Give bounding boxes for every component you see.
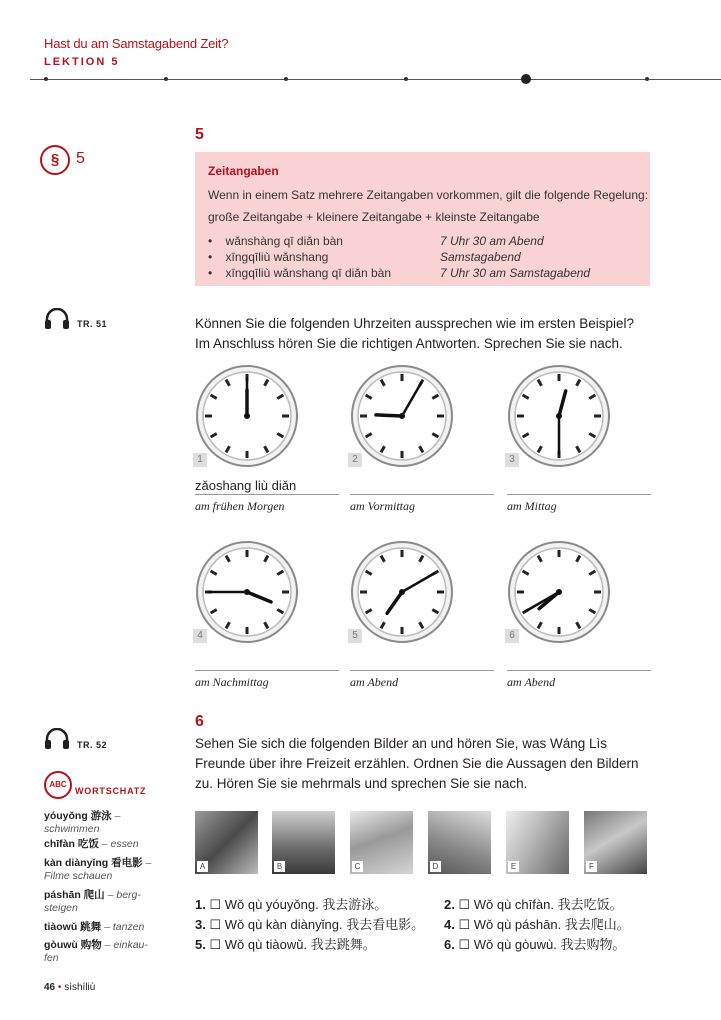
chapter-title: Hast du am Samstagabend Zeit?	[44, 36, 229, 51]
exercise-instruction: Können Sie die folgenden Uhrzeiten aussprechen wie im ersten Beispiel? Im Anschluss hören Sie die richtigen Antworten. Sprechen Sie sie nach.	[195, 316, 635, 351]
page-number: 46	[44, 982, 56, 993]
list-item: 3. ☐ Wǒ qù kàn diànyǐng. 我去看电影。	[195, 917, 425, 932]
lesson-label: LEKTION 5	[44, 56, 120, 68]
section-number: 5	[195, 126, 204, 143]
clock-face	[195, 540, 299, 644]
clock-number: 2	[348, 453, 362, 467]
page-footer: 46 • sìshíliù	[44, 982, 96, 993]
vocab-entry: yóuyǒng 游泳 – schwimmen	[44, 810, 121, 835]
vocab-entry: gòuwù 购物 – einkau- fen	[44, 939, 148, 964]
abc-icon: ABC	[44, 771, 72, 799]
clock-number: 3	[505, 453, 519, 467]
clock-number: 5	[348, 629, 362, 643]
checkbox[interactable]: ☐	[458, 937, 471, 952]
section-number: 6	[195, 713, 204, 730]
clock-number: 4	[193, 629, 207, 643]
timeline-rule	[30, 79, 721, 80]
timeline-current-dot	[521, 74, 531, 84]
clock-caption: am Abend	[350, 675, 399, 689]
headphones-icon[interactable]	[44, 728, 70, 750]
list-item: 5. ☐ Wǒ qù tiàowǔ. 我去跳舞。	[195, 937, 376, 952]
checkbox[interactable]: ☐	[458, 917, 471, 932]
headphones-icon[interactable]	[44, 308, 70, 330]
photo-hiking: B	[272, 811, 335, 874]
example-de: 7 Uhr 30 am Samstagabend	[440, 266, 591, 280]
timeline-dot	[164, 77, 168, 81]
checkbox[interactable]: ☐	[209, 937, 222, 952]
photo-eating: D	[428, 811, 491, 874]
vocab-entry: chīfàn 吃饭 – essen	[44, 838, 139, 850]
clock-caption: am frühen Morgen	[195, 499, 285, 513]
clock-caption: am Nachmittag	[195, 675, 269, 689]
clock-face	[195, 364, 299, 468]
clock-face	[350, 364, 454, 468]
timeline-dot	[404, 77, 408, 81]
answer-line[interactable]	[507, 670, 651, 671]
timeline-dot	[645, 77, 649, 81]
timeline-dot	[44, 77, 48, 81]
checkbox[interactable]: ☐	[458, 897, 471, 912]
clock-face	[507, 540, 611, 644]
grammar-infobox	[195, 152, 650, 286]
wortschatz-title: WORTSCHATZ	[75, 786, 147, 796]
answer-line[interactable]	[350, 670, 494, 671]
example-de: 7 Uhr 30 am Abend	[440, 234, 544, 248]
infobox-formula: große Zeitangabe + kleinere Zeitangabe + kleinste Zeitangabe	[208, 210, 540, 224]
track-label: TR. 52	[77, 740, 108, 750]
paragraph-number: 5	[76, 150, 85, 167]
example-zh: • xīngqīliù wǎnshang qī diǎn bàn	[208, 266, 392, 280]
infobox-title: Zeitangaben	[208, 164, 279, 178]
clock-caption: am Abend	[507, 675, 556, 689]
clock-number: 6	[505, 629, 519, 643]
answer-line[interactable]	[507, 494, 651, 495]
photo-watching-movie: E	[506, 811, 569, 874]
clock-number: 1	[193, 453, 207, 467]
answer-line[interactable]	[195, 670, 339, 671]
example-de: Samstagabend	[440, 250, 521, 264]
page-number-word: sìshíliù	[64, 982, 96, 993]
clock-caption: am Mittag	[507, 499, 557, 513]
example-zh: • wǎnshàng qī diǎn bàn	[208, 234, 343, 248]
clock-face	[350, 540, 454, 644]
list-item: 2. ☐ Wǒ qù chīfàn. 我去吃饭。	[444, 897, 623, 912]
hour-hand	[376, 415, 402, 416]
clock-answer: zǎoshang liù diǎn	[195, 478, 297, 493]
checkbox[interactable]: ☐	[209, 917, 222, 932]
vocab-entry: kàn diànyǐng 看电影 – Filme schauen	[44, 857, 152, 882]
photo-dancing: F	[584, 811, 647, 874]
list-item: 4. ☐ Wǒ qù páshān. 我去爬山。	[444, 917, 630, 932]
paragraph-icon: §	[40, 145, 70, 175]
vocab-entry: páshān 爬山 – berg- steigen	[44, 889, 141, 914]
example-zh: • xīngqīliù wǎnshang	[208, 250, 329, 264]
clock-face	[507, 364, 611, 468]
photo-shopping: A	[195, 811, 258, 874]
list-item: 1. ☐ Wǒ qù yóuyǒng. 我去游泳。	[195, 897, 388, 912]
timeline-dot	[284, 77, 288, 81]
photo-swimming: C	[350, 811, 413, 874]
checkbox[interactable]: ☐	[209, 897, 222, 912]
vocab-entry: tiàowǔ 跳舞 – tanzen	[44, 921, 145, 933]
infobox-rule: Wenn in einem Satz mehrere Zeitangaben vorkommen, gilt die folgende Regelung:	[208, 188, 649, 202]
answer-line[interactable]	[350, 494, 494, 495]
clock-caption: am Vormittag	[350, 499, 416, 513]
exercise-instruction: Sehen Sie sich die folgenden Bilder an und hören Sie, was Wáng Lìs Freunde über ihre Freizeit erzählen. Ordnen Sie die Aussagen den Bildern zu. Hören Sie sie mehrmals und sprechen Sie sie nach.	[195, 736, 639, 791]
answer-line[interactable]	[195, 494, 339, 495]
track-label: TR. 51	[77, 319, 108, 329]
list-item: 6. ☐ Wǒ qù gòuwù. 我去购物。	[444, 937, 626, 952]
